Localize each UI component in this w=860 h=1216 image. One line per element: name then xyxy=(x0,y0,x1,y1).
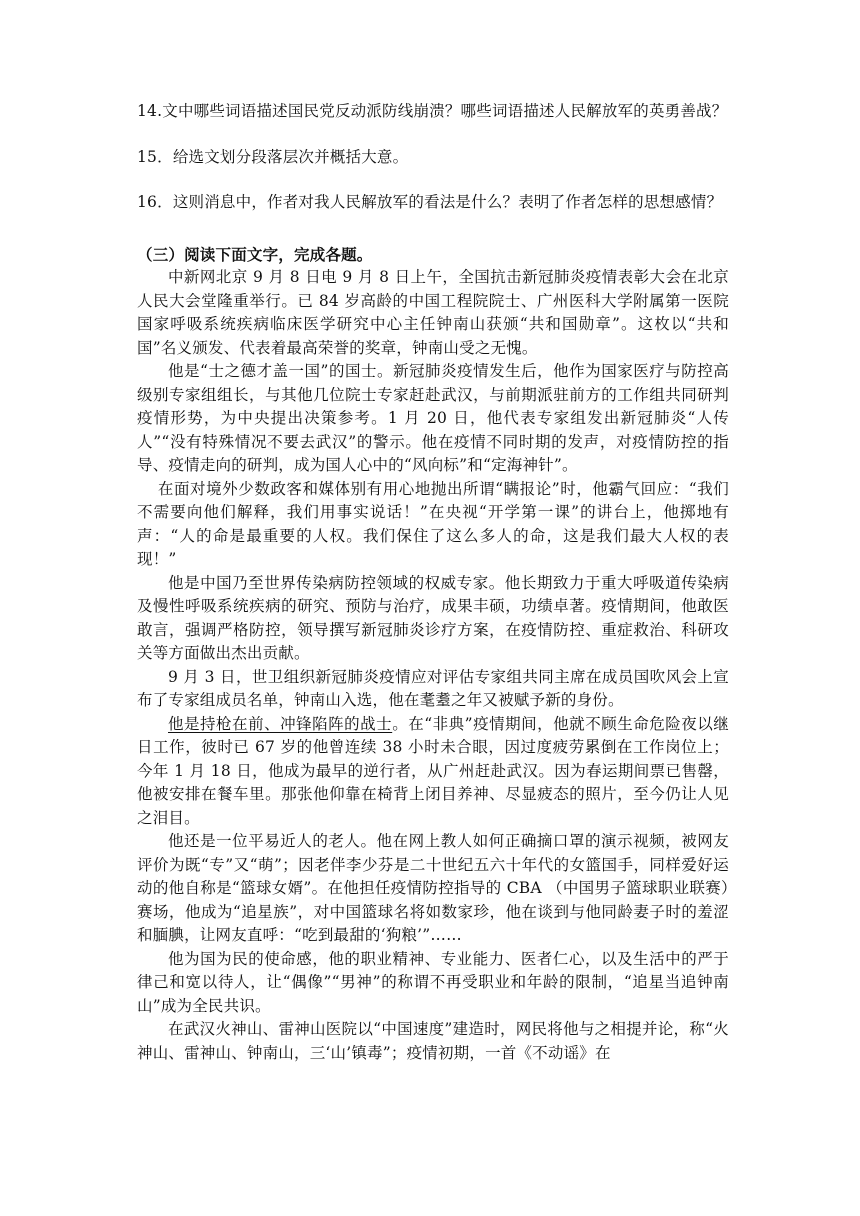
question-14: 14.文中哪些词语描述国民党反动派防线崩溃？哪些词语描述人民解放军的英勇善战？ xyxy=(137,102,728,120)
paragraph-text: 。在“非典”疫情期间，他就不顾生命危险夜以继日工作，彼时已 67 岁的他曾连续 38 小时未合眼，因过度疲劳累倒在工作岗位上；今年 1 月 18 日，他成为最早的逆行者，从广州赶赴武汉。因为春运期间票已售罄，他被安排在餐车里。那张他仰靠在椅背上闭目养神、尽显疲态的照片，至今仍让人见之泪目。 xyxy=(137,714,729,827)
paragraph: 他是中国乃至世界传染病防控领域的权威专家。他长期致力于重大呼吸道传染病及慢性呼吸系统疾病的研究、预防与治疗，成果丰硕，功绩卓著。疫情期间，他敢医敢言，强调严格防控，领导撰写新冠肺炎诊疗方案，在疫情防控、重症救治、科研攻关等方面做出杰出贡献。 xyxy=(137,573,729,662)
paragraph: 他是“士之德才盖一国”的国士。新冠肺炎疫情发生后，他作为国家医疗与防控高级别专家组组长，与其他几位院士专家赶赴武汉，与前期派驻前方的工作组共同研判疫情形势，为中央提出决策参考。1 月 20 日，他代表专家组发出新冠肺炎“人传人”“没有特殊情况不要去武汉”的警示。他在疫情不同时期的发声，对疫情防控的指导、疫情走向的研判，成为国人心中的“风向标”和“定海神针”。 xyxy=(137,362,729,474)
question-16: 16．这则消息中，作者对我人民解放军的看法是什么？表明了作者怎样的思想感情？ xyxy=(137,193,723,211)
question-15: 15．给选文划分段落层次并概括大意。 xyxy=(137,147,409,166)
paragraph: 在面对境外少数政客和媒体别有用心地抛出所谓“瞒报论”时，他霸气回应：“我们不需要向他们解释，我们用事实说话！”在央视“开学第一课”的讲台上，他掷地有声：“人的命是最重要的人权。我们保住了这么多人的命，这是我们最大人权的表现！” xyxy=(137,479,729,568)
section-title: （三）阅读下面文字，完成各题。 xyxy=(137,244,373,264)
paragraph xyxy=(137,713,729,831)
paragraph: 9 月 3 日，世卫组织新冠肺炎疫情应对评估专家组共同主席在成员国吹风会上宣布了专家组成员名单，钟南山入选，他在耄耋之年又被赋予新的身份。 xyxy=(137,667,729,709)
underlined-phrase: 他是持枪在前、冲锋陷阵的战士 xyxy=(168,714,393,733)
document-body xyxy=(137,100,729,1065)
paragraph: 他还是一位平易近人的老人。他在网上教人如何正确摘口罩的演示视频，被网友评价为既“专”又“萌”；因老伴李少芬是二十世纪五六十年代的女篮国手，同样爱好运动的他自称是“篮球女婿”。在他担任疫情防控指导的 CBA （中国男子篮球职业联赛）赛场，他成为“追星族”，对中国篮球名将如数家珍，他在谈到与他同龄妻子时的羞涩和腼腆，让网友直呼：“吃到最甜的‘狗粮’”…… xyxy=(137,832,729,944)
paragraph: 中新网北京 9 月 8 日电 9 月 8 日上午，全国抗击新冠肺炎疫情表彰大会在北京人民大会堂隆重举行。已 84 岁高龄的中国工程院院士、广州医科大学附属第一医院国家呼吸系统疾病临床医学研究中心主任钟南山获颁“共和国勋章”。这枚以“共和国”名义颁发、代表着最高荣誉的奖章，钟南山受之无愧。 xyxy=(137,268,729,357)
paragraph: 在武汉火神山、雷神山医院以“中国速度”建造时，网民将他与之相提并论，称“火神山、雷神山、钟南山，三‘山’镇毒”；疫情初期，一首《不动谣》在 xyxy=(137,1020,729,1062)
paragraph: 他为国为民的使命感，他的职业精神、专业能力、医者仁心，以及生活中的严于律己和宽以待人，让“偶像”“男神”的称谓不再受职业和年龄的限制，“追星当追钟南山”成为全民共识。 xyxy=(137,949,729,1015)
